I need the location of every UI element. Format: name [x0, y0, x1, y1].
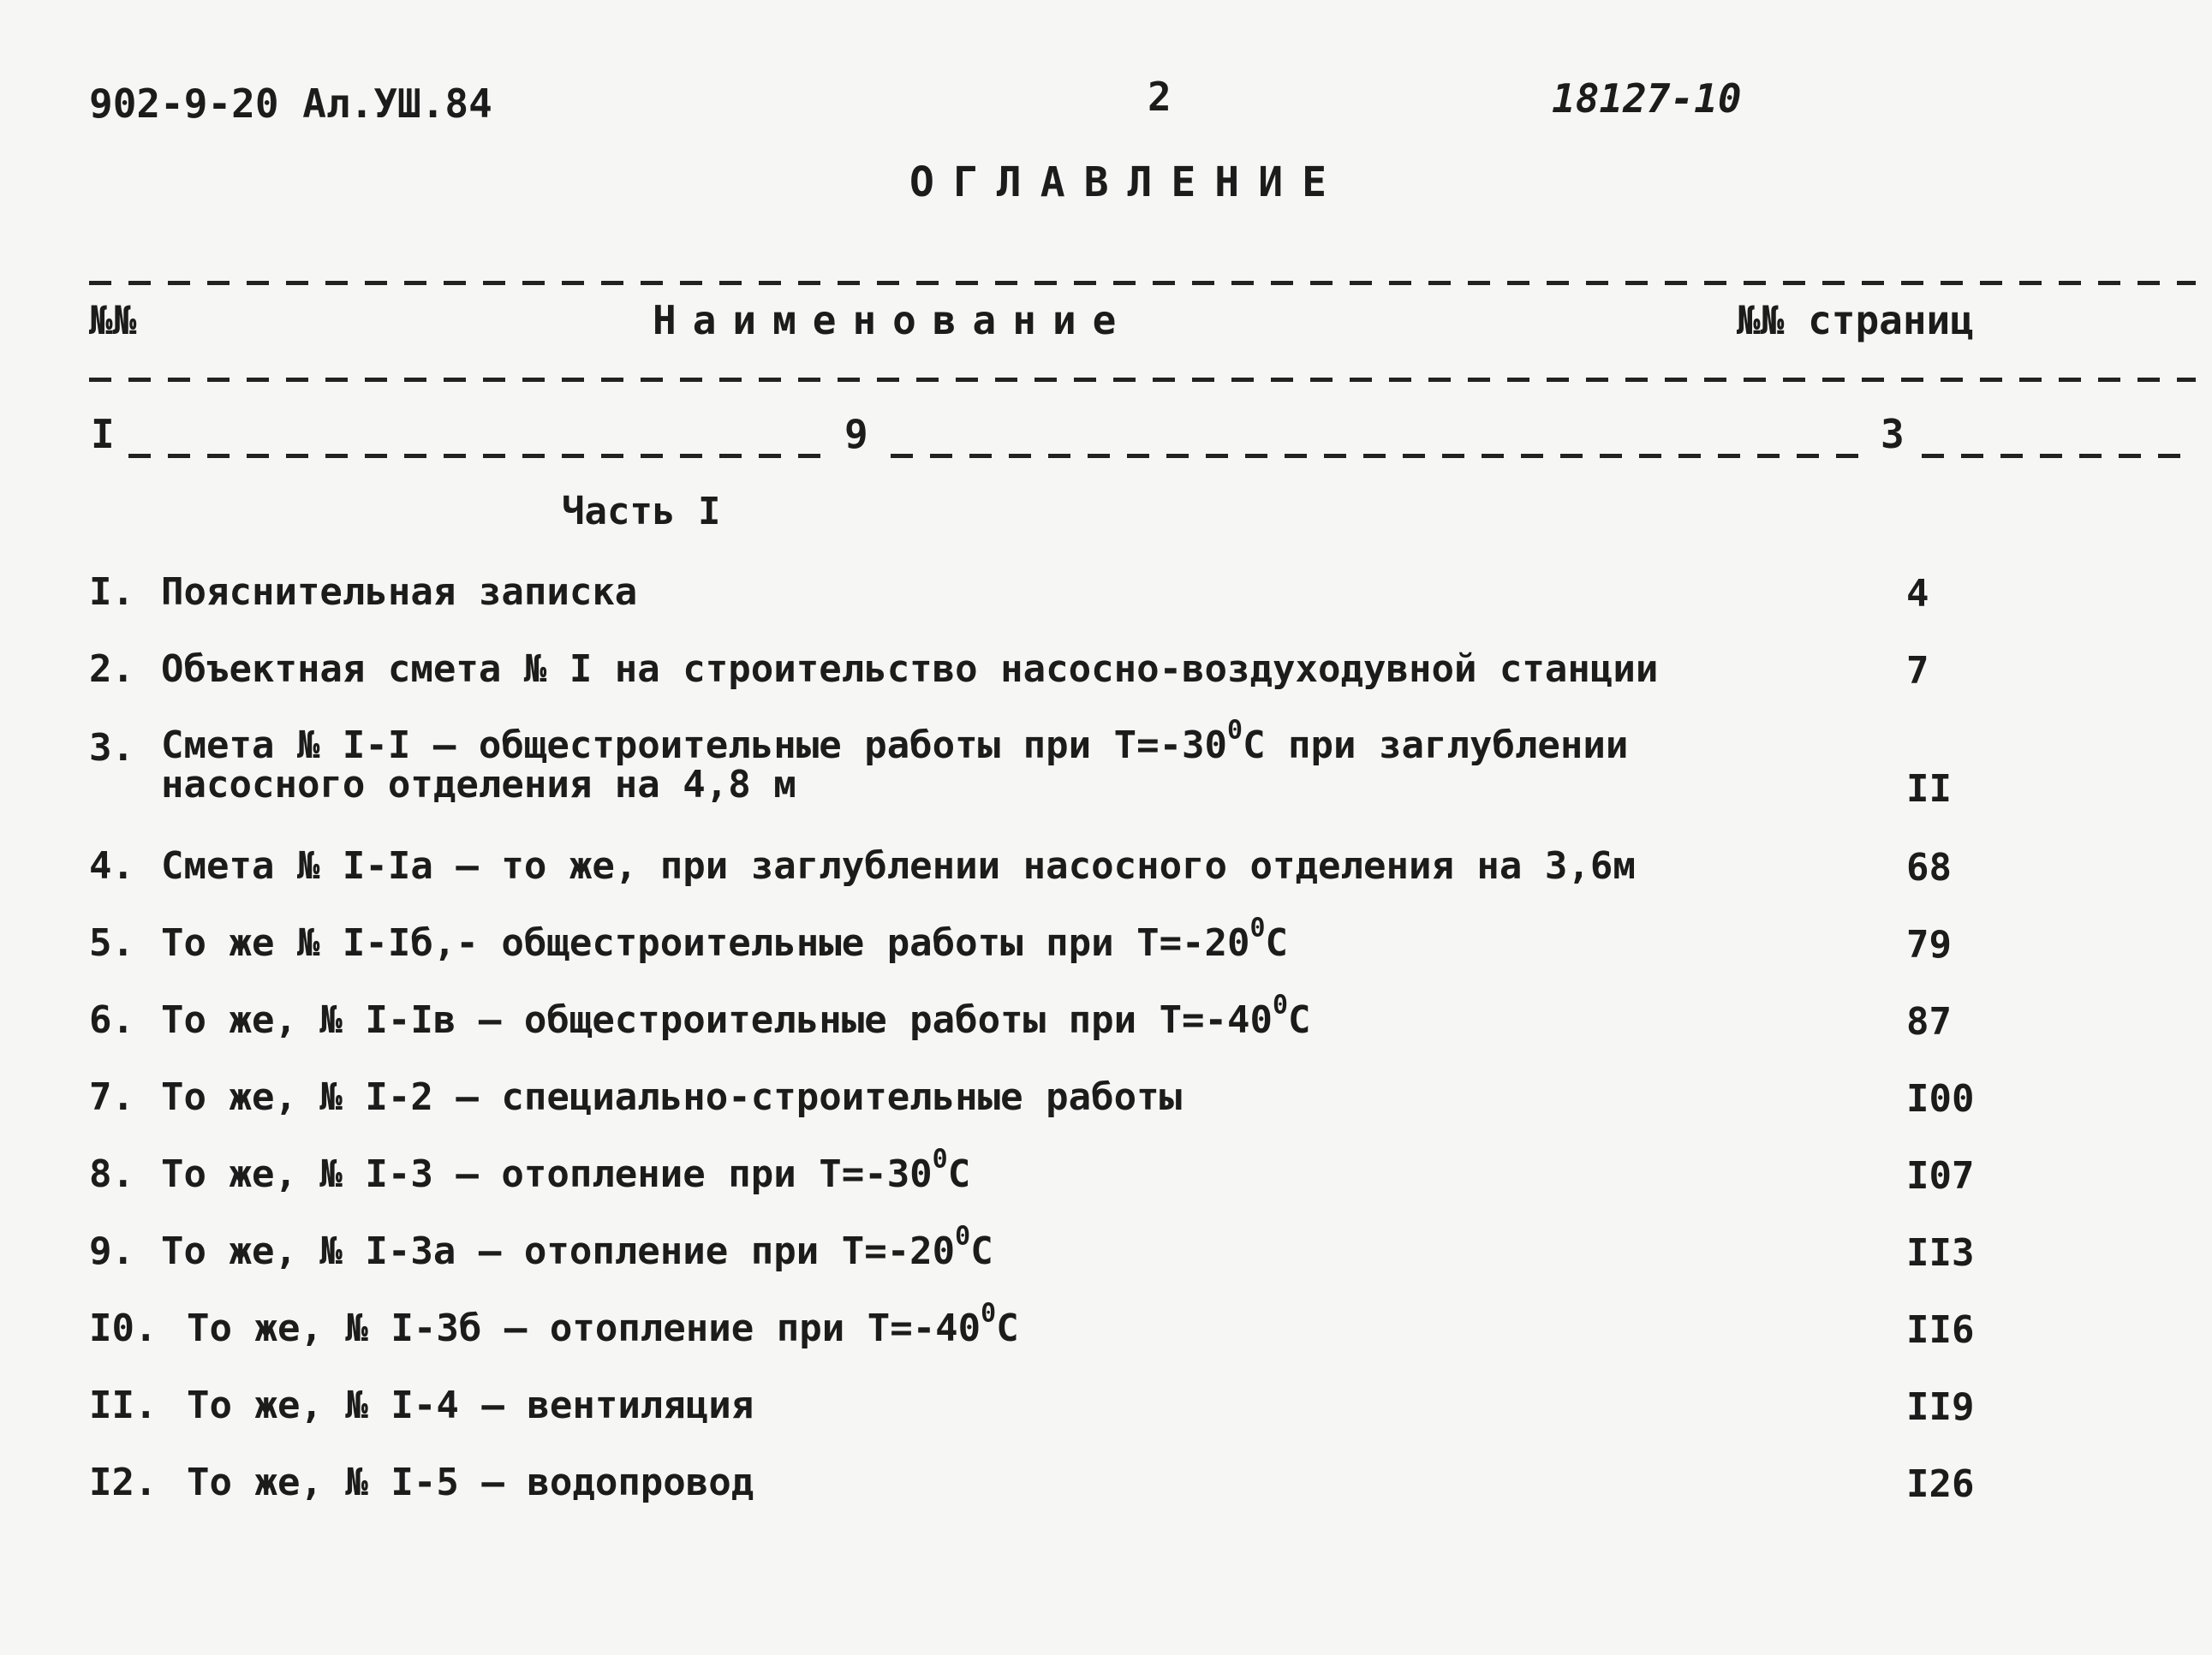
toc-entry-page: 7 [1906, 649, 1929, 693]
toc-entry-page: I26 [1906, 1462, 1975, 1506]
toc-entry-num: 9. [89, 1229, 134, 1273]
toc-entry-text: То же, № I-3б – отопление при Т=-40 [187, 1307, 981, 1350]
toc-entry-page: II6 [1906, 1308, 1975, 1352]
toc-entry-page: 87 [1906, 1000, 1952, 1044]
header-top-rule [89, 281, 2196, 285]
toc-entry-text-after: С [947, 1152, 971, 1196]
degree-superscript: 0 [981, 1298, 997, 1329]
toc-entry-num: 3. [89, 726, 134, 770]
toc-entry-num: I2. [89, 1461, 158, 1504]
toc-entry-page: I07 [1906, 1154, 1975, 1198]
degree-superscript: 0 [1227, 715, 1243, 746]
toc-entry-title [161, 715, 1629, 807]
toc-entry-text: То же № I-Iб,- общестроительные работы при Т=-20 [161, 921, 1250, 965]
numbering-rule-1 [128, 454, 831, 458]
toc-entry-num: II. [89, 1384, 158, 1427]
toc-entry-text-after: С [1288, 998, 1311, 1042]
archive-number: 18127-10 [1552, 75, 1742, 122]
page-number: 2 [1148, 74, 1172, 120]
toc-entry-text-after: С [1265, 921, 1289, 965]
toc-entry-num: I. [89, 570, 134, 614]
toc-entry-text-after: С [970, 1229, 993, 1273]
numbering-rule-2 [891, 454, 1872, 458]
toc-entry-title: То же, № I-5 – водопровод [187, 1461, 754, 1504]
toc-entry-text-continued: насосного отделения на 4,8 м [161, 763, 796, 807]
toc-entry-title: Объектная смета № I на строительство насосно-воздуходувной станции [161, 647, 1659, 691]
toc-entry-page: II3 [1906, 1231, 1975, 1275]
header-bottom-rule [89, 378, 2196, 382]
toc-entry-text: То же, № I-3 – отопление при Т=-30 [161, 1152, 933, 1196]
toc-entry-page: 4 [1906, 572, 1929, 616]
toc-entry-page: 68 [1906, 846, 1952, 890]
toc-entry-page: II9 [1906, 1385, 1975, 1429]
toc-entry-title: Смета № I-Iа – то же, при заглублении насосного отделения на 3,6м [161, 844, 1636, 888]
toc-entry-num: 8. [89, 1152, 134, 1196]
page-title: ОГЛАВЛЕНИЕ [909, 158, 1345, 206]
toc-entry-num: 6. [89, 998, 134, 1042]
degree-superscript: 0 [932, 1144, 948, 1175]
toc-entry-num: 5. [89, 921, 134, 965]
toc-entry-text-after: С при заглублении [1243, 723, 1629, 767]
toc-entry-text: Смета № I-I – общестроительные работы при Т=-30 [161, 723, 1228, 767]
toc-entry-num: I0. [89, 1307, 158, 1350]
doc-code: 902-9-20 Ал.УШ.84 [89, 80, 492, 127]
column-header-name: Наименование [653, 297, 1133, 343]
toc-entry-title [161, 1221, 993, 1273]
toc-entry-page: 79 [1906, 923, 1952, 967]
toc-entry-num: 2. [89, 647, 134, 691]
degree-superscript: 0 [1273, 990, 1289, 1021]
toc-entry-text: То же, № I-Iв – общестроительные работы при Т=-40 [161, 998, 1273, 1042]
toc-entry-title: То же, № I-4 – вентиляция [187, 1384, 754, 1427]
toc-entry-title [187, 1298, 1019, 1350]
degree-superscript: 0 [1249, 913, 1266, 944]
toc-entry-title: То же, № I-2 – специально-строительные работы [161, 1075, 1183, 1119]
degree-superscript: 0 [955, 1221, 971, 1252]
column-number-num: I [91, 411, 115, 457]
toc-entry-text: То же, № I-3а – отопление при Т=-20 [161, 1229, 956, 1273]
toc-entry-num: 4. [89, 844, 134, 888]
toc-entry-num: 7. [89, 1075, 134, 1119]
column-number-name: 9 [844, 411, 868, 457]
column-number-pages: 3 [1881, 411, 1905, 457]
toc-entry-page: II [1906, 767, 1952, 811]
toc-entry-title [161, 990, 1311, 1042]
toc-entry-title [161, 913, 1289, 965]
toc-entry-text-after: С [996, 1307, 1019, 1350]
toc-entry-page: I00 [1906, 1077, 1975, 1121]
column-header-pages: №№ страниц [1737, 297, 1974, 343]
column-header-num: №№ [89, 297, 137, 343]
toc-entry-title: Пояснительная записка [161, 570, 638, 614]
numbering-rule-3 [1922, 454, 2196, 458]
part-heading: Часть I [562, 490, 721, 533]
toc-entry-title [161, 1144, 971, 1196]
